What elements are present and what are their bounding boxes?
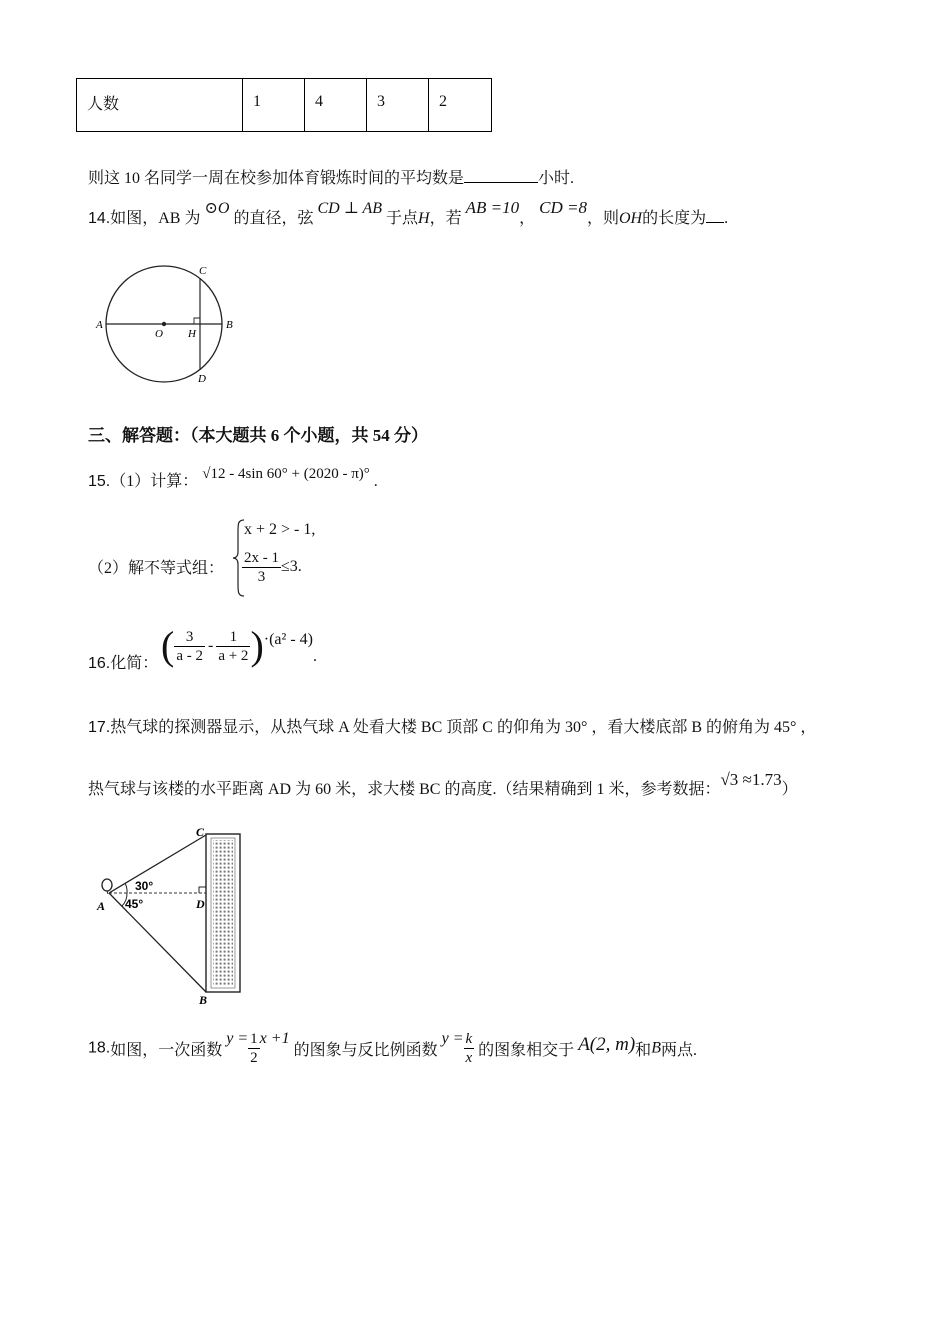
f1-denominator: a - 2 [176, 647, 203, 664]
question-17-line1 [88, 714, 816, 737]
question-number: 16. [88, 655, 111, 672]
table-row [77, 79, 492, 132]
segment-oh: OH [618, 210, 643, 227]
q14-text: 的直径，弦 [233, 210, 314, 227]
ineq2-rest: ≤3. [281, 558, 302, 576]
q15-end: . [373, 473, 378, 490]
frequency-table [76, 78, 492, 132]
q16-tail: ·(a² - 4) [263, 631, 313, 648]
building-windows [213, 840, 233, 986]
question-14 [88, 198, 729, 228]
label-b: B [226, 319, 233, 331]
q14-text: ，则 [586, 210, 619, 227]
q18-text: 两点. [660, 1042, 697, 1059]
q16-end: . [312, 648, 317, 665]
line-ab [109, 893, 206, 992]
q14-text: 的长度为 [642, 210, 707, 227]
inequality-1: x + 2 > - 1, [244, 521, 316, 538]
q14-text: 于点 [386, 210, 419, 227]
point-b: B [651, 1039, 661, 1057]
answer-blank [464, 170, 538, 183]
half-fraction [248, 1030, 260, 1067]
angle-45-label: 45° [125, 897, 144, 911]
q18-text: 的图象相交于 [478, 1042, 575, 1059]
cd-perp-ab: CD ⊥ AB [317, 200, 382, 217]
ineq2-numerator: 2x - 1 [244, 550, 279, 566]
q13-tail [88, 165, 574, 188]
x-denominator: x [465, 1050, 473, 1066]
label-a: A [96, 319, 103, 331]
q17-text: 热气球的探测器显示，从热气球 A 处看大楼 BC 顶部 C 的仰角为 30° ，看大楼底部 B 的俯角为 45° ， [110, 719, 817, 736]
cd-eq: CD =8 [539, 198, 587, 217]
line-ac [109, 835, 206, 893]
ineq2-fraction [242, 549, 281, 586]
q14-text: ，若 [429, 210, 462, 227]
half-numerator: 1 [250, 1031, 258, 1047]
q18-text: 的图象与反比例函数 [293, 1042, 438, 1059]
inequality-2 [242, 549, 302, 586]
q15-expression: √12 - 4sin 60° + (2020 - π)° [202, 466, 370, 482]
q13-text-after: 小时. [538, 170, 575, 187]
label-h: H [188, 328, 196, 340]
question-number: 15. [88, 473, 111, 490]
q13-text: 则这 10 名同学一周在校参加体育锻炼时间的平均数是 [88, 170, 465, 187]
question-number: 14. [88, 210, 111, 227]
k-numerator: k [465, 1031, 473, 1047]
balloon-icon [102, 879, 112, 891]
table-cell: 2 [429, 79, 492, 132]
point-a: A(2, m) [578, 1033, 636, 1055]
inverse-y: y = [441, 1029, 464, 1047]
label-b: B [199, 993, 208, 1007]
f1-numerator: 3 [174, 628, 205, 647]
angle-30-label: 30° [135, 879, 154, 893]
point-h: H [418, 210, 430, 227]
q16-label: 化简： [110, 655, 159, 672]
answer-blank [706, 210, 724, 223]
window-grid [213, 840, 233, 986]
angle-arc-30 [125, 883, 127, 893]
question-number: 18. [88, 1039, 111, 1057]
right-angle-mark [199, 887, 206, 893]
ineq2-denominator: 3 [257, 569, 266, 585]
fraction-2 [216, 628, 250, 665]
question-number: 17. [88, 719, 111, 736]
label-o: O [155, 328, 163, 340]
label-d: D [198, 373, 206, 385]
question-15-part1 [88, 468, 378, 491]
linear-y: y = [226, 1029, 249, 1047]
right-angle-mark [194, 318, 200, 324]
f2-numerator: 1 [216, 628, 250, 647]
q17-text: 热气球与该楼的水平距离 AD 为 60 米，求大楼 BC 的高度.（结果精确到 1 米，参考数据： [88, 781, 721, 798]
q14-text: . [724, 210, 729, 227]
table-cell: 3 [367, 79, 429, 132]
sqrt3-approx: √3 ≈1.73 [720, 770, 782, 789]
section-heading: 三、解答题：（本大题共 6 个小题，共 54 分） [88, 426, 428, 445]
question-15-part2-label: （2）解不等式组： [88, 560, 225, 577]
ab-eq: AB =10 [465, 198, 520, 217]
table-row-label: 人数 [77, 79, 243, 132]
question-16-label [88, 650, 158, 673]
minus-sign: - [207, 637, 214, 654]
circle-figure [90, 258, 250, 388]
label-a: A [97, 899, 106, 913]
q18-text: 如图，一次函数 [110, 1042, 223, 1059]
q16-expression [161, 623, 317, 668]
question-17-line2 [88, 770, 798, 799]
table-cell: 1 [243, 79, 305, 132]
q14-text: 如图，AB 为 [110, 210, 201, 227]
linear-rest: x +1 [259, 1029, 290, 1047]
q18-text: 和 [635, 1042, 652, 1059]
q14-text: ， [519, 210, 536, 227]
label-d: D [196, 897, 205, 911]
table-cell: 4 [305, 79, 367, 132]
center-point [162, 322, 166, 326]
half-denominator: 2 [250, 1050, 258, 1066]
q15-label: （1）计算： [110, 473, 199, 490]
f2-denominator: a + 2 [218, 647, 249, 664]
balloon-building-figure [95, 822, 255, 1007]
label-c: C [199, 265, 207, 277]
label-c: C [196, 825, 205, 839]
fraction-1 [174, 628, 205, 665]
circle-o: ⊙O [204, 200, 230, 217]
paren-open: ( [161, 623, 175, 668]
k-over-x [464, 1030, 475, 1067]
question-18 [88, 1030, 697, 1067]
paren-close: ) [250, 623, 264, 668]
q17-text: ） [781, 781, 798, 798]
